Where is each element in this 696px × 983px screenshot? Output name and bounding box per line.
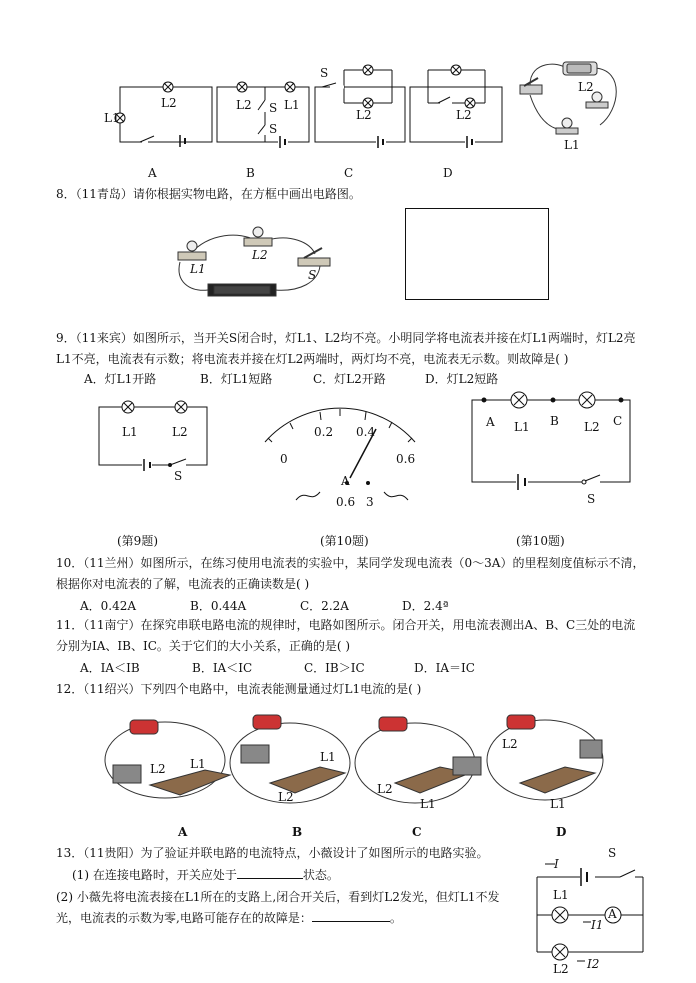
- q12-a-l1: L1: [190, 757, 206, 771]
- q11-fig-l2: L2: [584, 420, 600, 434]
- q9-option-c[interactable]: C．灯L2开路: [313, 372, 386, 386]
- q13-fig-l2: L2: [553, 962, 569, 976]
- q13-fig-a: A: [608, 907, 617, 921]
- ammeter-terminal-3: 3: [366, 495, 374, 509]
- ammeter-terminal-06: 0.6: [336, 495, 356, 509]
- q13-fig-i: I: [554, 857, 559, 871]
- row1-photo-l2: L2: [578, 80, 594, 94]
- row1-c-s: S: [320, 66, 329, 80]
- row1-b-s2: S: [269, 122, 278, 136]
- q12-label-a: A: [178, 825, 188, 839]
- q11-option-b[interactable]: B．IA＜IC: [192, 661, 253, 675]
- q10-option-b[interactable]: B．0.44A: [190, 599, 247, 613]
- row1-a-l1: L1: [104, 111, 120, 125]
- q11-fig-l1: L1: [514, 420, 530, 434]
- q11-fig-a: A: [486, 415, 495, 429]
- q10-option-a[interactable]: A．0.42A: [80, 599, 137, 613]
- q8-text: 8．（11青岛）请你根据实物电路，在方框中画出电路图。: [56, 187, 361, 201]
- q9-option-a[interactable]: A．灯L1开路: [84, 372, 157, 386]
- q12-b-l1: L1: [320, 750, 336, 764]
- q11-fig-s: S: [587, 492, 596, 506]
- q13-line4-prefix: 光，电流表的示数为零,电路可能存在的故障是：: [56, 911, 312, 925]
- q13-line3: (2) 小薇先将电流表接在L1所在的支路上,闭合开关后，看到灯L2发光，但灯L1不发: [56, 890, 500, 904]
- q13-fig-s: S: [608, 846, 617, 860]
- q12-label-b: B: [292, 825, 303, 839]
- q9-line2: L1不亮，电流表有示数；将电流表并接在灯L2两端时，两灯均不亮，电流表无示数。则故障是( ): [56, 352, 569, 366]
- q11-option-c[interactable]: C．IB＞IC: [304, 661, 365, 675]
- caption-q9: (第9题): [117, 534, 158, 548]
- q11-fig-b: B: [550, 414, 559, 428]
- q11-line1: 11．（11南宁）在探究串联电路电流的规律时，电路如图所示。闭合开关，用电流表测出A、B、C三处的电流: [56, 618, 636, 632]
- q12-photo-circuits: [95, 705, 605, 815]
- q12-d-l1: L1: [550, 797, 566, 811]
- ammeter-tick-06: 0.6: [396, 452, 416, 466]
- q10-line2: 根据你对电流表的了解，电流表的正确读数是( ): [56, 577, 310, 591]
- q13-line4-suffix: 。: [389, 911, 402, 925]
- q12-d-l2: L2: [502, 737, 518, 751]
- q12-label-d: D: [556, 825, 567, 839]
- row1-a-l2: L2: [161, 96, 177, 110]
- q13-fig-i1: I1: [591, 918, 604, 932]
- q8-photo-l2: L2: [252, 248, 268, 262]
- q8-answer-box[interactable]: [405, 208, 549, 300]
- q9-option-b[interactable]: B．灯L1短路: [200, 372, 273, 386]
- q12-c-l2: L2: [377, 782, 393, 796]
- q9-fig1-l1: L1: [122, 425, 138, 439]
- q13-fig-l1: L1: [553, 888, 569, 902]
- row1-b-s1: S: [269, 101, 278, 115]
- q9-fig1-l2: L2: [172, 425, 188, 439]
- row1-c-l2: L2: [356, 108, 372, 122]
- row1-label-a: A: [148, 166, 157, 180]
- q11-option-d[interactable]: D．IA＝IC: [414, 661, 475, 675]
- ammeter-tick-04: 0.4: [356, 425, 376, 439]
- q13-fig-i2: I2: [587, 957, 600, 971]
- row1-b-l2: L2: [236, 98, 252, 112]
- ammeter-tick-0: 0: [280, 452, 288, 466]
- q12-text: 12．（11绍兴）下列四个电路中，电流表能测量通过灯L1电流的是( ): [56, 682, 422, 696]
- q11-fig-c: C: [613, 414, 623, 428]
- row1-label-b: B: [246, 166, 255, 180]
- q12-c-l1: L1: [420, 797, 436, 811]
- row1-label-c: C: [344, 166, 354, 180]
- ammeter-tick-02: 0.2: [314, 425, 334, 439]
- q8-photo-s: S: [308, 268, 317, 282]
- q11-line2: 分别为IA、IB、IC。关于它们的大小关系，正确的是( ): [56, 639, 351, 653]
- caption-q10b: (第10题): [516, 534, 565, 548]
- q9-line1: 9．（11来宾）如图所示，当开关S闭合时，灯L1、L2均不亮。小明同学将电流表并接在灯L1两端时，灯L2亮: [56, 331, 636, 345]
- q13-blank-1[interactable]: [237, 866, 303, 879]
- row1-circuits: [0, 0, 696, 190]
- q13-line2-suffix: 状态。: [302, 868, 339, 882]
- ammeter-unit: A: [341, 474, 350, 488]
- q12-a-l2: L2: [150, 762, 166, 776]
- q10-option-d[interactable]: D．2.4ª: [402, 599, 449, 613]
- q12-label-c: C: [412, 825, 422, 839]
- row1-label-d: D: [443, 166, 453, 180]
- q12-b-l2: L2: [278, 790, 294, 804]
- q8-photo-l1: L1: [190, 262, 206, 276]
- q10-option-c[interactable]: C．2.2A: [300, 599, 349, 613]
- row1-photo-l1: L1: [564, 138, 580, 152]
- q9-option-d[interactable]: D．灯L2短路: [425, 372, 499, 386]
- caption-q10: (第10题): [320, 534, 369, 548]
- q11-option-a[interactable]: A．IA＜IB: [80, 661, 140, 675]
- q13-line1: 13．（11贵阳）为了验证并联电路的电流特点，小薇设计了如图所示的电路实验。: [56, 846, 489, 860]
- row1-b-l1: L1: [284, 98, 300, 112]
- q13-blank-2[interactable]: [312, 909, 390, 922]
- row1-d-l2: L2: [456, 108, 472, 122]
- q9-fig1-s: S: [174, 469, 183, 483]
- q13-line2-prefix: (1) 在连接电路时，开关应处于: [72, 868, 237, 882]
- q10-line1: 10．（11兰州）如图所示，在练习使用电流表的实验中，某同学发现电流表（0～3A）的里程刻度值标示不清，: [56, 556, 645, 570]
